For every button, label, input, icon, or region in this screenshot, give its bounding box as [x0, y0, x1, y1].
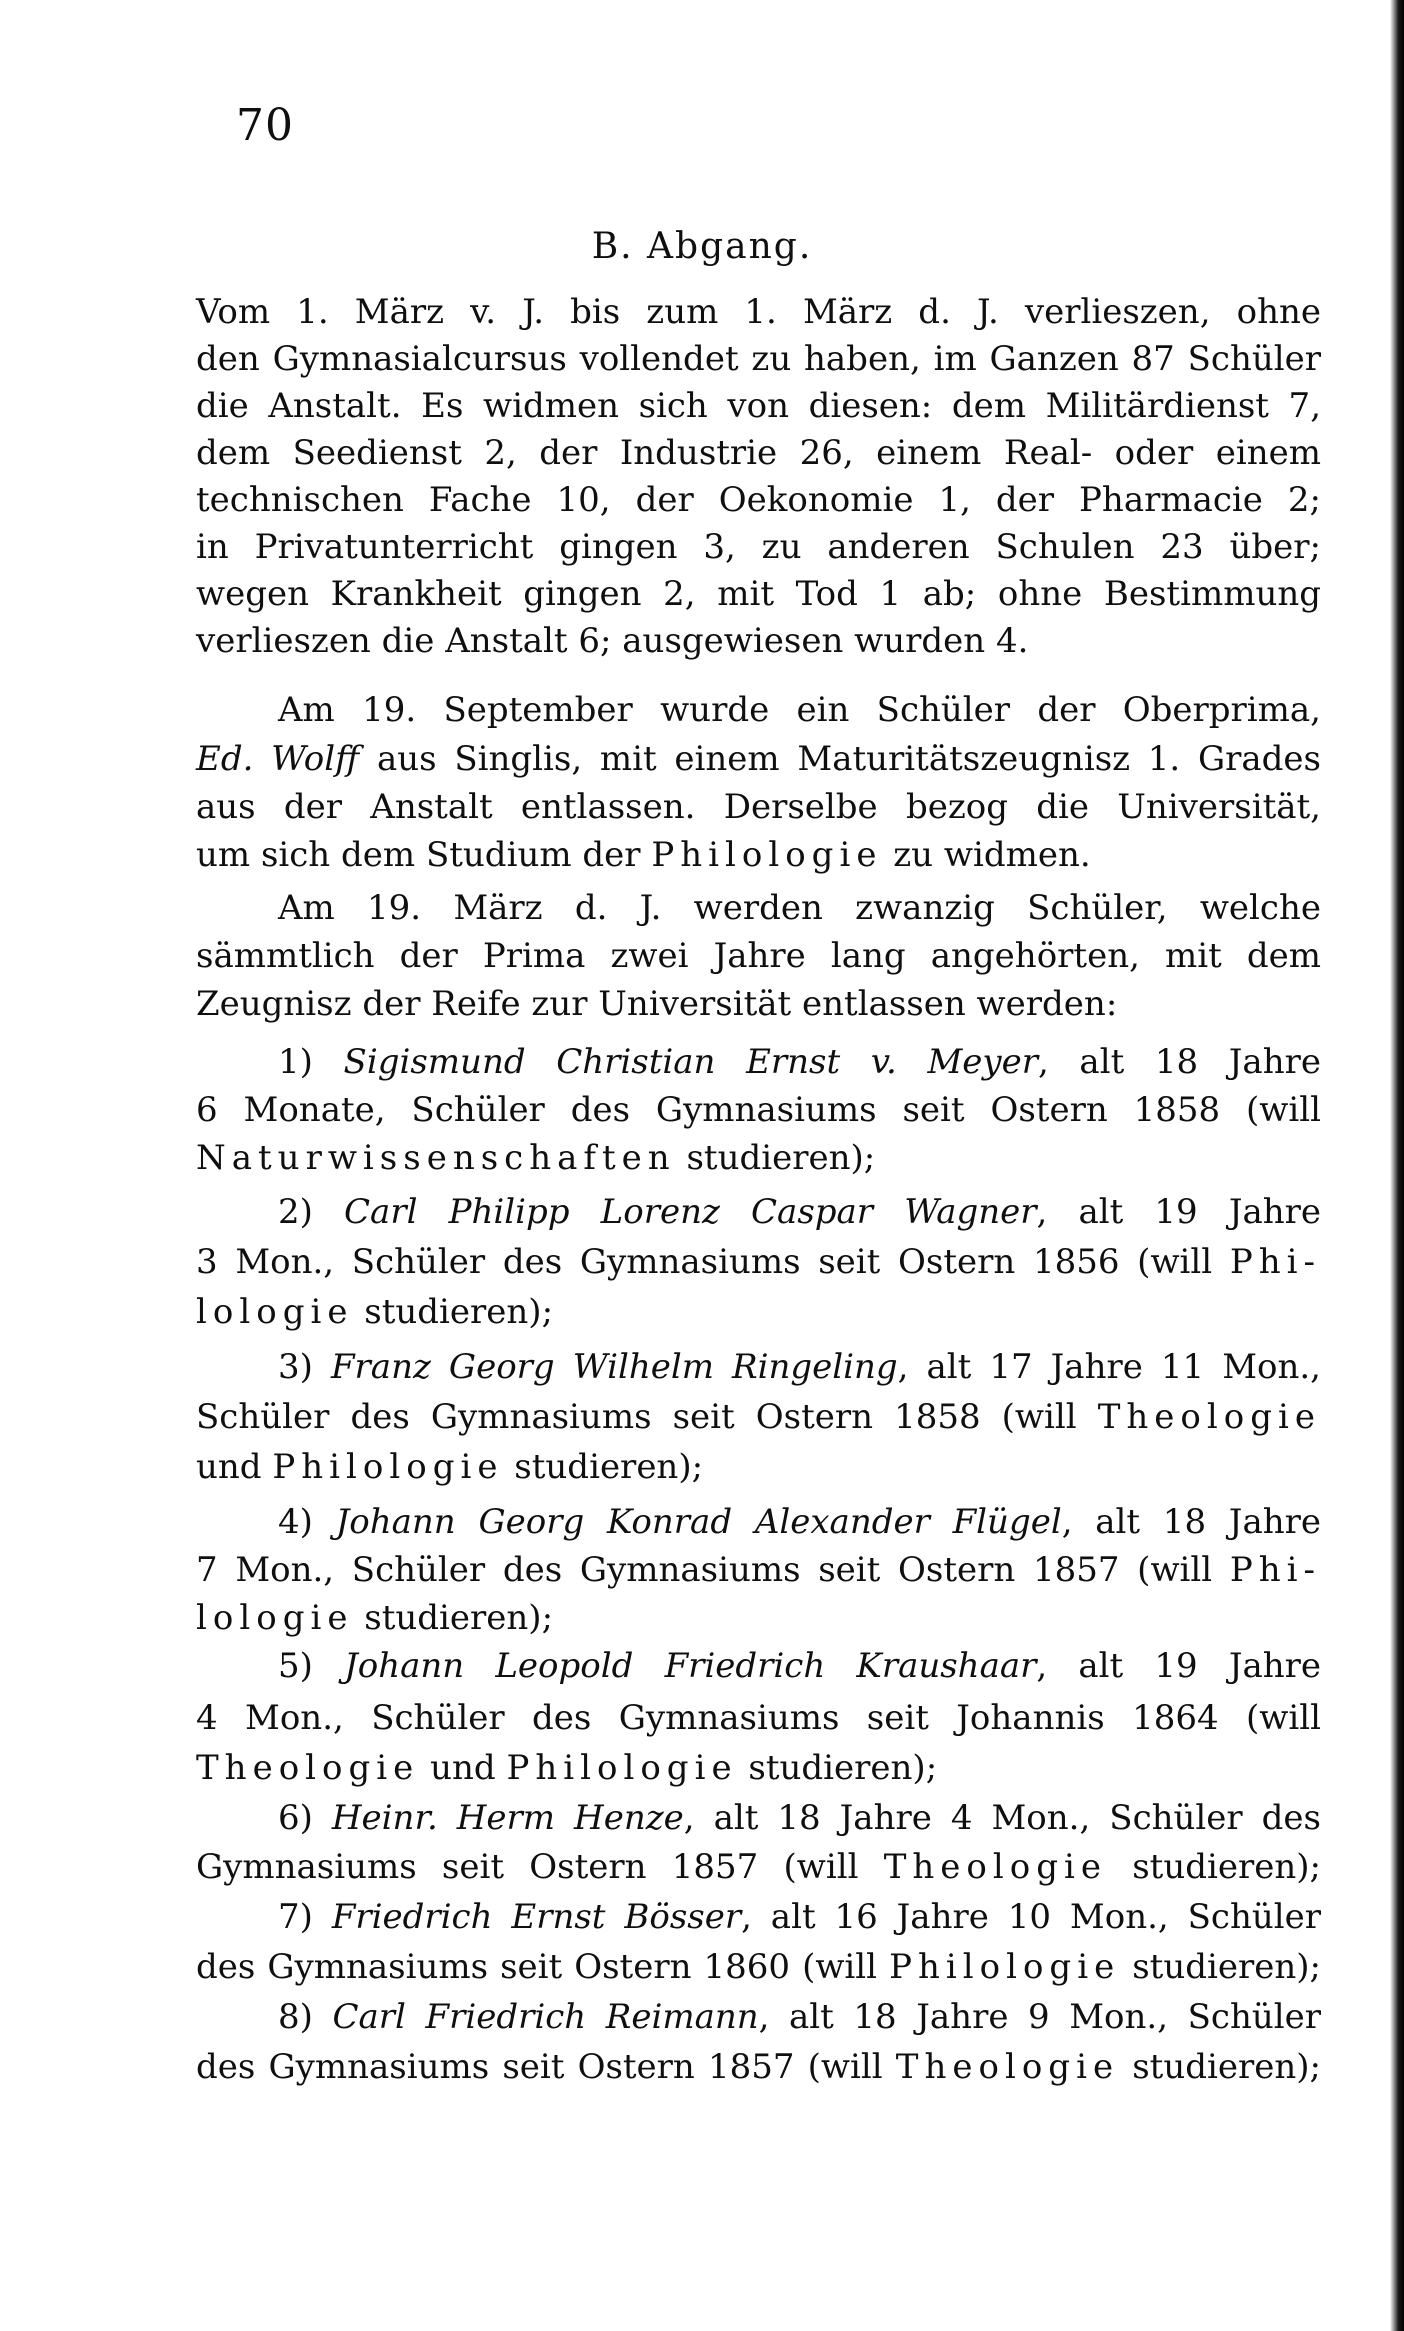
name-italic: Carl Philipp Lorenz Caspar Wagner: [344, 1192, 1037, 1232]
text-line: Vom 1. März v. J. bis zum 1. März d. J. verlieszen, ohne: [196, 292, 1321, 332]
text-run: studieren);: [503, 1447, 704, 1487]
text-line: [196, 2045, 1321, 2089]
text-line: verlieszen die Anstalt 6; ausgewiesen wurden 4.: [196, 621, 1029, 661]
text-line: wegen Krankheit gingen 2, mit Tod 1 ab; ohne Bestimmung: [196, 574, 1321, 614]
text-run: , alt 19 Jahre: [1036, 1646, 1321, 1686]
name-italic: Johann Leopold Friedrich Kraushaar: [344, 1646, 1037, 1686]
text-run: des Gymnasiums seit Ostern 1860 (will: [196, 1947, 890, 1987]
text-line: [278, 1345, 1321, 1389]
spaced-word: Theologie: [895, 2047, 1120, 2087]
text-line: [196, 1548, 1321, 1592]
text-line: [196, 1136, 1321, 1180]
text-run: studieren);: [1120, 1947, 1321, 1987]
spaced-word: Philologie: [651, 835, 883, 875]
text-run: 6): [278, 1798, 332, 1838]
spaced-word: Theologie: [196, 1748, 420, 1788]
spaced-word: Phi-: [1229, 1242, 1321, 1282]
text-line: [196, 1746, 1321, 1790]
text-line: [278, 1190, 1321, 1234]
text-run: 3): [278, 1347, 331, 1387]
spaced-word: Theologie: [1097, 1397, 1321, 1437]
text-line: [278, 1895, 1321, 1939]
text-line: in Privatunterricht gingen 3, zu anderen Schulen 23 über;: [196, 527, 1321, 567]
text-run: , alt 18 Jahre 9 Mon., Schüler: [758, 1997, 1321, 2037]
text-run: studieren);: [1107, 1847, 1321, 1887]
text-run: Gymnasiums seit Ostern 1857 (will: [196, 1847, 884, 1887]
text-run: und: [196, 1447, 273, 1487]
name-italic: Friedrich Ernst Bösser: [331, 1897, 742, 1937]
name-italic: Carl Friedrich Reimann: [332, 1997, 759, 2037]
text-run: um sich dem Studium der: [196, 835, 652, 875]
text-line: sämmtlich der Prima zwei Jahre lang angehörten, mit dem: [196, 936, 1321, 976]
text-run: aus Singlis, mit einem Maturitätszeugnisz 1. Grades: [359, 739, 1321, 779]
text-line: Zeugnisz der Reife zur Universität entlassen werden:: [196, 984, 1118, 1024]
text-line: 6 Monate, Schüler des Gymnasiums seit Ostern 1858 (will: [196, 1090, 1321, 1130]
text-run: studieren);: [675, 1138, 876, 1178]
name-italic: Heinr. Herm Henze: [331, 1798, 684, 1838]
text-line: [278, 1040, 1321, 1084]
text-line: [196, 737, 1321, 781]
text-run: , alt 18 Jahre: [1037, 1042, 1321, 1082]
text-line: [196, 833, 1321, 877]
text-line: [196, 1596, 1321, 1640]
name-italic: Sigismund Christian Ernst v. Meyer: [343, 1042, 1038, 1082]
text-run: studieren);: [737, 1748, 938, 1788]
text-run: 3 Mon., Schüler des Gymnasiums seit Ostern 1856 (will: [196, 1242, 1230, 1282]
text-line: [278, 1500, 1321, 1544]
text-run: 8): [278, 1997, 333, 2037]
spaced-word: Philologie: [506, 1748, 738, 1788]
text-run: 2): [278, 1192, 345, 1232]
page-number: 70: [236, 100, 294, 151]
spaced-word: lologie: [196, 1598, 354, 1638]
text-line: [196, 1395, 1321, 1439]
spaced-word: Philologie: [272, 1447, 504, 1487]
text-run: 7): [278, 1897, 332, 1937]
text-line: [196, 1845, 1321, 1889]
text-line: [278, 1995, 1321, 2039]
text-line: [278, 1796, 1321, 1840]
name-italic: Johann Georg Konrad Alexander Flügel: [335, 1502, 1062, 1542]
text-line: die Anstalt. Es widmen sich von diesen: dem Militärdienst 7,: [196, 386, 1321, 426]
text-run: 1): [278, 1042, 344, 1082]
text-line: aus der Anstalt entlassen. Derselbe bezog die Universität,: [196, 787, 1321, 827]
text-run: , alt 17 Jahre 11 Mon.,: [897, 1347, 1321, 1387]
text-run: studieren);: [1119, 2047, 1321, 2087]
text-run: zu widmen.: [882, 835, 1091, 875]
spaced-word: lologie: [196, 1292, 354, 1332]
spaced-word: Phi-: [1229, 1550, 1321, 1590]
text-run: 7 Mon., Schüler des Gymnasiums seit Ostern 1857 (will: [196, 1550, 1230, 1590]
text-line: 4 Mon., Schüler des Gymnasiums seit Johannis 1864 (will: [196, 1698, 1321, 1738]
name-italic: Ed. Wolff: [196, 739, 360, 779]
spaced-word: Naturwissenschaften: [196, 1138, 676, 1178]
text-line: dem Seedienst 2, der Industrie 26, einem Real- oder einem: [196, 433, 1321, 473]
text-line: technischen Fache 10, der Oekonomie 1, der Pharmacie 2;: [196, 480, 1321, 520]
text-run: , alt 18 Jahre 4 Mon., Schüler des: [683, 1798, 1321, 1838]
text-run: des Gymnasiums seit Ostern 1857 (will: [196, 2047, 896, 2087]
text-run: 4): [278, 1502, 336, 1542]
spaced-word: Theologie: [883, 1847, 1107, 1887]
spaced-word: Philologie: [889, 1947, 1121, 1987]
text-line: [196, 1945, 1321, 1989]
text-run: studieren);: [353, 1598, 554, 1638]
text-run: , alt 16 Jahre 10 Mon., Schüler: [741, 1897, 1321, 1937]
text-line: [278, 1644, 1321, 1688]
text-line: Am 19. März d. J. werden zwanzig Schüler, welche: [278, 888, 1321, 928]
text-run: 5): [278, 1646, 345, 1686]
text-run: , alt 18 Jahre: [1061, 1502, 1321, 1542]
text-line: [196, 1240, 1321, 1284]
page-edge-shadow: [1390, 0, 1404, 2331]
text-line: den Gymnasialcursus vollendet zu haben, im Ganzen 87 Schüler: [196, 339, 1321, 379]
name-italic: Franz Georg Wilhelm Ringeling: [330, 1347, 898, 1387]
text-run: , alt 19 Jahre: [1036, 1192, 1321, 1232]
text-line: Am 19. September wurde ein Schüler der Oberprima,: [278, 690, 1321, 730]
text-run: Schüler des Gymnasiums seit Ostern 1858 (will: [196, 1397, 1098, 1437]
text-line: [196, 1290, 1321, 1334]
section-heading: B. Abgang.: [591, 226, 813, 267]
text-line: [196, 1445, 1321, 1489]
text-run: studieren);: [353, 1292, 554, 1332]
text-run: und: [419, 1748, 507, 1788]
